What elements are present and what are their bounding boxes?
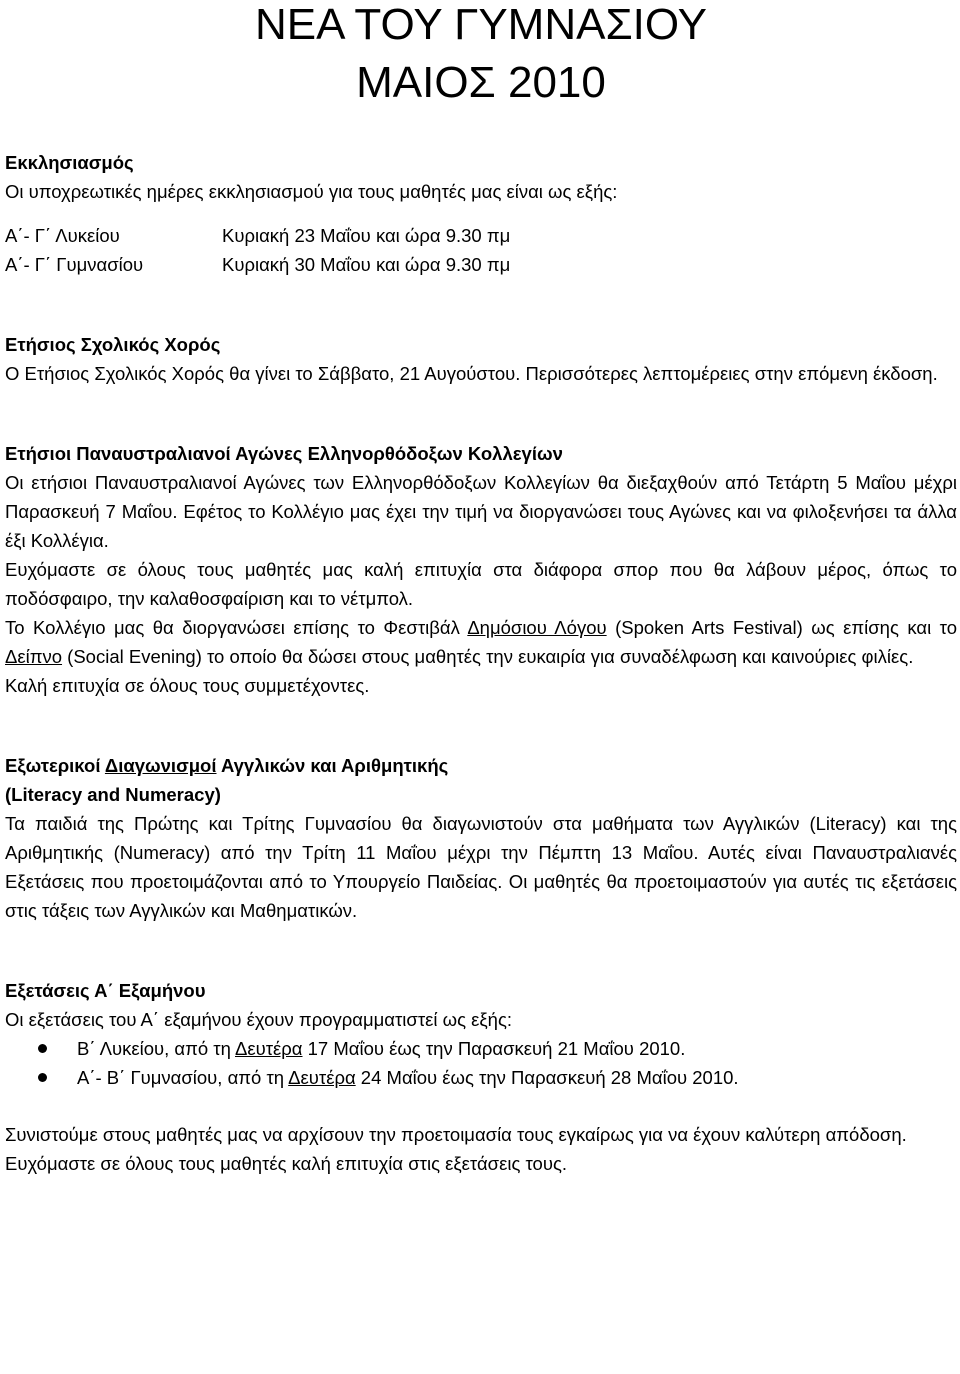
page-title: ΝΕΑ ΤΟΥ ΓΥΜΝΑΣΙΟΥ [254,0,708,49]
section-heading-exams: Εξετάσεις Α΄ Εξαμήνου [5,980,206,1001]
bullet-icon [38,1044,47,1053]
exams-intro: Οι εξετάσεις του Α΄ εξαμήνου έχουν προγραμματιστεί ως εξής: [5,1009,513,1030]
list-item [5,1034,957,1063]
text-run-underlined: Διαγωνισμοί [104,755,217,776]
text-run: Εξωτερικοί [5,755,105,776]
exams-paragraph-1: Συνιστούμε στους μαθητές μας να αρχίσουν την προετοιμασία τους εγκαίρως για να έχουν καλύτερη απόδοση. [5,1124,907,1145]
text-run: (Social Evening) το οποίο θα δώσει στους μαθητές την ευκαιρία για συναδέλφωση και καινούριες φιλίες. [62,646,914,667]
text-run: Β΄ Λυκείου, από τη [77,1038,235,1059]
exams-paragraph-2: Ευχόμαστε σε όλους τους μαθητές καλή επιτυχία στις εξετάσεις τους. [5,1153,568,1174]
bullet-icon [38,1073,47,1082]
schedule-time: Κυριακή 23 Μαΐου και ώρα 9.30 πμ [222,225,511,246]
schedule-time: Κυριακή 30 Μαΐου και ώρα 9.30 πμ [222,254,511,275]
games-paragraph-2: Ευχόμαστε σε όλους τους μαθητές μας καλή επιτυχία στα διάφορα σπορ που θα λάβουν μέρος, όπως το ποδόσφαιρο, την καλαθοσφαίριση και το νέτμπολ. [5,559,957,609]
section-heading-dance: Ετήσιος Σχολικός Χορός [5,334,221,355]
church-intro: Οι υποχρεωτικές ημέρες εκκλησιασμού για τους μαθητές μας είναι ως εξής: [5,181,618,202]
list-item [5,1063,957,1092]
text-run: (Spoken Arts Festival) ως επίσης και το [606,617,958,638]
text-run: Α΄- Β΄ Γυμνασίου, από τη [77,1067,289,1088]
games-paragraph-4: Καλή επιτυχία σε όλους τους συμμετέχοντες. [5,675,370,696]
section-heading-competitions [5,751,957,780]
text-run: Αγγλικών και Αριθμητικής [216,755,449,776]
text-run-underlined: Δημόσιου Λόγου [467,617,607,638]
text-run-underlined: Δευτέρα [288,1067,356,1088]
text-run: 24 Μαΐου έως την Παρασκευή 28 Μαΐου 2010. [355,1067,739,1088]
text-run: 17 Μαΐου έως την Παρασκευή 21 Μαΐου 2010. [302,1038,686,1059]
page-subtitle: ΜΑΙΟΣ 2010 [356,58,606,107]
schedule-group: Α΄- Γ΄ Γυμνασίου [5,254,144,275]
games-paragraph-1: Οι ετήσιοι Παναυστραλιανοί Αγώνες των Ελληνορθόδοξων Κολλεγίων θα διεξαχθούν από Τετάρτη 5 Μαΐου μέχρι Παρασκευή 7 Μαΐου. Εφέτος το Κολλέγιο μας έχει την τιμή να διοργανώσει τους Αγώνες και να φιλοξενήσει τα άλλα έξι Κολλέγια. [5,472,957,551]
section-subheading-competitions: (Literacy and Numeracy) [5,784,221,805]
competitions-paragraph: Τα παιδιά της Πρώτης και Τρίτης Γυμνασίου θα διαγωνιστούν στα μαθήματα των Αγγλικών (Literacy) και της Αριθμητικής (Numeracy) από την Τρίτη 11 Μαΐου μέχρι την Πέμπτη 13 Μαΐου. Αυτές είναι Παναυστραλιανές Εξετάσεις που προετοιμάζονται από το Υπουργείο Παιδείας. Οι μαθητές θα προετοιμαστούν για αυτές τις εξετάσεις στις τάξεις των Αγγλικών και Μαθηματικών. [5,813,957,921]
games-paragraph-3 [5,613,957,671]
text-run-underlined: Δευτέρα [235,1038,303,1059]
text-run: Το Κολλέγιο μας θα διοργανώσει επίσης το Φεστιβάλ [5,617,468,638]
schedule-row [5,221,957,250]
schedule-row [5,250,957,279]
section-heading-church: Εκκλησιασμός [5,152,134,173]
schedule-group: Α΄- Γ΄ Λυκείου [5,225,120,246]
exam-list [5,1034,957,1092]
text-run-underlined: Δείπνο [5,646,63,667]
section-heading-games: Ετήσιοι Παναυστραλιανοί Αγώνες Ελληνορθόδοξων Κολλεγίων [5,443,563,464]
dance-text: Ο Ετήσιος Σχολικός Χορός θα γίνει το Σάββατο, 21 Αυγούστου. Περισσότερες λεπτομέρειες στην επόμενη έκδοση. [5,363,938,384]
